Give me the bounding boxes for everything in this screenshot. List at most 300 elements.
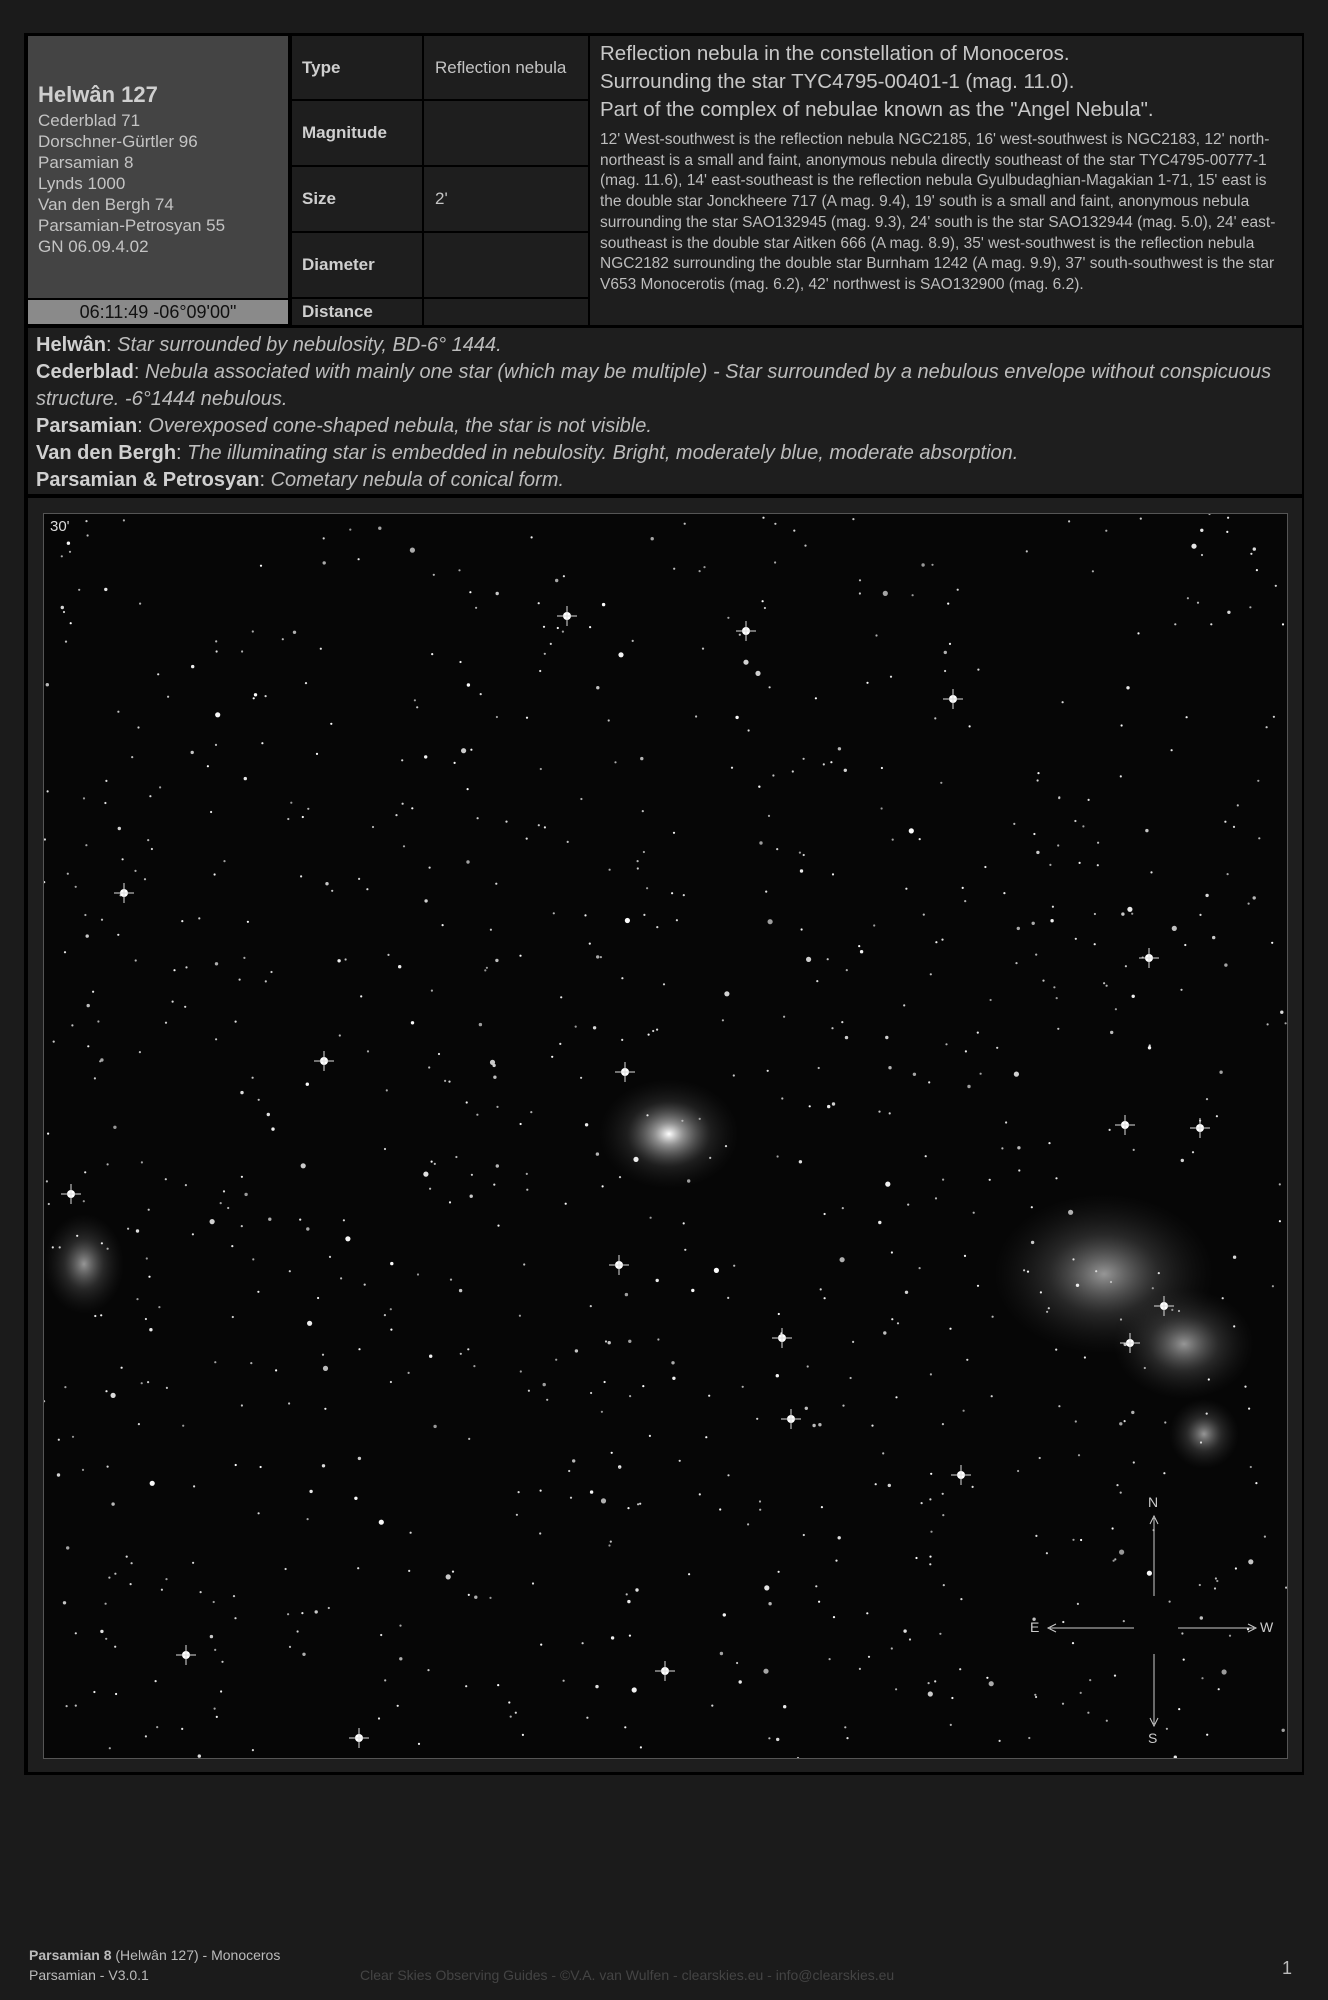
catalog-notes <box>28 328 1302 494</box>
star <box>1125 965 1127 967</box>
star <box>681 1120 683 1122</box>
star <box>596 686 599 689</box>
star <box>271 1127 274 1130</box>
star <box>307 1321 312 1326</box>
star <box>1186 716 1188 718</box>
star <box>1018 1169 1020 1171</box>
nebula-left <box>44 1214 124 1314</box>
star <box>776 1374 779 1377</box>
star <box>964 1255 966 1257</box>
star <box>380 1634 382 1636</box>
star <box>891 1647 893 1649</box>
diffraction-spike <box>557 606 577 626</box>
star <box>949 643 951 645</box>
star <box>1257 780 1259 782</box>
star <box>340 1277 342 1279</box>
star <box>97 1020 99 1022</box>
star <box>957 589 959 591</box>
star <box>768 919 773 924</box>
star <box>107 1163 109 1165</box>
star <box>111 1502 114 1505</box>
star <box>465 1685 467 1687</box>
star <box>470 749 472 751</box>
star <box>64 1386 66 1388</box>
star <box>386 1089 388 1091</box>
star <box>1056 997 1058 999</box>
star <box>474 1596 477 1599</box>
star <box>1048 1307 1050 1309</box>
star <box>323 1366 328 1371</box>
star <box>1003 892 1005 894</box>
star <box>165 1578 167 1580</box>
star <box>477 817 479 819</box>
star <box>1072 1539 1074 1541</box>
star <box>185 966 187 968</box>
star <box>915 1557 917 1559</box>
star <box>268 1218 271 1221</box>
star <box>684 523 686 525</box>
star <box>1275 585 1277 587</box>
star <box>184 1006 186 1008</box>
star <box>1033 833 1035 835</box>
star <box>1080 1692 1082 1694</box>
star <box>221 1661 223 1663</box>
star <box>824 1213 826 1215</box>
object-panel <box>28 36 288 298</box>
star <box>840 1257 845 1262</box>
star <box>1171 749 1173 751</box>
alias-list <box>38 110 225 257</box>
star <box>523 1263 525 1265</box>
star <box>965 1050 967 1052</box>
star <box>44 838 46 840</box>
star <box>136 1229 139 1232</box>
star <box>260 1466 262 1468</box>
star <box>113 1126 116 1129</box>
star <box>1178 1708 1180 1710</box>
star <box>530 1111 532 1113</box>
star <box>1171 1309 1173 1311</box>
star <box>497 1225 499 1227</box>
star <box>258 1099 260 1101</box>
star <box>637 1503 639 1505</box>
star <box>546 1399 548 1401</box>
star <box>1205 894 1208 897</box>
star <box>1039 1457 1041 1459</box>
star <box>289 1270 291 1272</box>
star <box>191 751 194 754</box>
star <box>568 1470 570 1472</box>
star <box>1258 837 1260 839</box>
star <box>302 816 304 818</box>
star <box>44 881 45 883</box>
star <box>285 1568 287 1570</box>
star <box>980 1073 982 1075</box>
star <box>519 1315 521 1317</box>
description-line: Part of the complex of nebulae known as the "Angel Nebula". <box>600 98 1154 121</box>
star <box>282 638 284 640</box>
star <box>1048 1142 1050 1144</box>
star <box>942 1493 944 1495</box>
star <box>1256 569 1258 571</box>
star <box>672 1377 675 1380</box>
star <box>799 852 801 854</box>
star <box>300 875 302 877</box>
star <box>699 1118 701 1120</box>
star <box>241 1404 243 1406</box>
star <box>1027 1271 1029 1273</box>
star <box>868 1656 870 1658</box>
star <box>493 1076 496 1079</box>
star <box>1280 1011 1283 1014</box>
star <box>928 1682 930 1684</box>
star <box>46 683 49 686</box>
star <box>146 1257 148 1259</box>
star <box>759 841 762 844</box>
description-line: Reflection nebula in the constellation of Monoceros. <box>600 42 1070 65</box>
star <box>875 634 877 636</box>
star <box>543 626 545 628</box>
star <box>930 1373 932 1375</box>
star <box>859 1668 861 1670</box>
star <box>656 1029 658 1031</box>
star <box>324 1408 326 1410</box>
star <box>210 1635 213 1638</box>
star <box>47 790 49 792</box>
star <box>48 1203 50 1205</box>
star <box>758 786 760 788</box>
star <box>759 1509 761 1511</box>
star <box>1215 1577 1217 1579</box>
star <box>671 1361 674 1364</box>
star <box>844 769 847 772</box>
star <box>774 523 776 525</box>
star <box>1249 606 1251 608</box>
star <box>69 551 71 553</box>
star <box>859 579 861 581</box>
star <box>801 928 803 930</box>
star <box>1174 1756 1177 1759</box>
star <box>637 860 639 862</box>
star <box>767 1070 769 1072</box>
star <box>964 900 966 902</box>
star <box>261 742 263 744</box>
star <box>683 894 685 896</box>
star <box>366 888 368 890</box>
diffraction-spike <box>781 1409 801 1429</box>
star <box>742 1386 744 1388</box>
star <box>395 814 397 816</box>
star <box>289 1646 291 1648</box>
star <box>372 826 374 828</box>
star <box>935 1197 937 1199</box>
star <box>646 1114 648 1116</box>
star <box>604 1381 606 1383</box>
star <box>769 686 771 688</box>
star <box>748 729 750 731</box>
star <box>418 1743 420 1745</box>
star <box>241 1225 243 1227</box>
star <box>100 1630 103 1633</box>
star <box>939 1633 941 1635</box>
star <box>1131 1411 1134 1414</box>
star <box>470 1195 473 1198</box>
star <box>1253 896 1256 899</box>
star <box>772 774 774 776</box>
star <box>101 1242 103 1244</box>
star <box>559 1043 561 1045</box>
star <box>562 631 564 633</box>
star <box>627 1507 629 1509</box>
star <box>637 867 639 869</box>
star <box>1273 716 1275 718</box>
star <box>614 761 616 763</box>
star <box>306 1083 309 1086</box>
star <box>601 1411 603 1413</box>
star <box>309 1490 312 1493</box>
star <box>818 1601 820 1603</box>
star <box>301 1163 306 1168</box>
star <box>444 1080 446 1082</box>
star <box>895 1396 897 1398</box>
star <box>827 958 829 960</box>
star <box>977 1032 979 1034</box>
star <box>1199 1584 1201 1586</box>
star <box>1222 1669 1227 1674</box>
star <box>835 1560 837 1562</box>
star <box>543 1383 546 1386</box>
star <box>776 1738 779 1741</box>
star <box>563 575 565 577</box>
star <box>733 1074 735 1076</box>
star <box>473 1365 475 1367</box>
star <box>431 990 433 992</box>
star <box>635 1588 638 1591</box>
star <box>935 941 937 943</box>
star <box>1058 796 1060 798</box>
star <box>331 890 333 892</box>
star <box>191 665 194 668</box>
star <box>398 965 401 968</box>
star <box>61 555 63 557</box>
star <box>468 1438 470 1440</box>
star <box>258 1512 260 1514</box>
star <box>895 1688 897 1690</box>
star <box>885 1036 888 1039</box>
star <box>1087 1712 1089 1714</box>
star <box>214 1649 216 1651</box>
star <box>1226 531 1228 533</box>
star <box>87 1004 90 1007</box>
star <box>544 653 546 655</box>
star <box>158 1306 160 1308</box>
star <box>951 1697 953 1699</box>
star <box>702 648 704 650</box>
star <box>460 1353 462 1355</box>
star <box>1031 1241 1034 1244</box>
star <box>1282 623 1284 625</box>
star <box>63 611 65 613</box>
star <box>763 1669 768 1674</box>
diffraction-spike <box>736 621 756 641</box>
diffraction-spike <box>951 1465 971 1485</box>
star <box>711 1705 713 1707</box>
star <box>688 1573 690 1575</box>
star <box>65 641 67 643</box>
star <box>648 1034 650 1036</box>
star <box>433 1425 436 1428</box>
star <box>967 1085 970 1088</box>
star <box>1181 1159 1184 1162</box>
star <box>250 1362 252 1364</box>
star <box>1080 1539 1082 1541</box>
star <box>1057 1028 1059 1030</box>
star <box>379 1520 384 1525</box>
diffraction-spike <box>943 689 963 709</box>
star <box>496 1106 498 1108</box>
star <box>165 1022 167 1024</box>
star <box>83 1200 85 1202</box>
star <box>913 1073 916 1076</box>
diameter-label: Diameter <box>292 233 422 297</box>
star <box>699 1493 701 1495</box>
star <box>883 591 888 596</box>
star <box>859 592 861 594</box>
star <box>1119 1550 1124 1555</box>
star <box>629 1395 631 1397</box>
star <box>182 1425 184 1427</box>
star <box>1110 1031 1113 1034</box>
star <box>227 1207 229 1209</box>
star <box>147 1381 149 1383</box>
compass-arrows <box>1048 1516 1256 1726</box>
star <box>469 591 471 593</box>
star <box>628 1340 631 1343</box>
star <box>921 1502 923 1504</box>
star <box>345 1236 350 1241</box>
star <box>64 951 66 953</box>
star <box>496 1164 499 1167</box>
star <box>104 588 107 591</box>
star <box>1197 602 1199 604</box>
star <box>1137 632 1139 634</box>
star <box>827 1105 830 1108</box>
compass-north: N <box>1148 1494 1159 1510</box>
star <box>823 763 825 765</box>
star <box>907 1204 909 1206</box>
star <box>860 950 863 953</box>
alias: Parsamian-Petrosyan 55 <box>38 216 226 235</box>
star <box>1233 826 1235 828</box>
star <box>816 980 818 982</box>
star <box>639 1503 641 1505</box>
scale-label: 30' <box>50 518 70 535</box>
star <box>410 1532 412 1534</box>
star <box>774 561 776 563</box>
star <box>1042 980 1044 982</box>
star <box>611 1636 614 1639</box>
star <box>1250 553 1252 555</box>
star <box>575 1349 578 1352</box>
star <box>410 548 415 553</box>
star <box>882 1452 884 1454</box>
star <box>845 1036 848 1039</box>
star <box>181 1728 183 1730</box>
star <box>67 873 69 875</box>
star <box>130 1583 132 1585</box>
star <box>602 1185 604 1187</box>
magnitude-label: Magnitude <box>292 101 422 165</box>
star <box>63 1601 66 1604</box>
star <box>596 955 599 958</box>
star <box>858 945 860 947</box>
star <box>1174 623 1176 625</box>
star <box>448 1081 450 1083</box>
star <box>247 921 249 923</box>
star <box>367 1050 369 1052</box>
star <box>115 1693 117 1695</box>
star <box>1178 1310 1180 1312</box>
diffraction-spike <box>772 1328 792 1348</box>
star <box>783 1016 785 1018</box>
star <box>815 1585 817 1587</box>
star <box>104 802 106 804</box>
star <box>454 762 456 764</box>
star <box>497 1684 499 1686</box>
star <box>762 600 764 602</box>
star <box>531 536 533 538</box>
star <box>1053 986 1055 988</box>
star <box>429 1355 432 1358</box>
star <box>322 1464 325 1467</box>
star <box>1267 1023 1269 1025</box>
star <box>105 1638 107 1640</box>
diffraction-spike <box>176 1645 196 1665</box>
star <box>390 1329 392 1331</box>
star <box>739 1680 742 1683</box>
star <box>1115 1008 1117 1010</box>
star <box>1028 1737 1030 1739</box>
star <box>328 1607 330 1609</box>
star <box>643 851 645 853</box>
star <box>643 914 645 916</box>
star <box>252 630 254 632</box>
alias: Lynds 1000 <box>38 174 126 193</box>
star <box>1014 1072 1019 1077</box>
star <box>1088 799 1090 801</box>
star <box>640 1746 642 1748</box>
star <box>192 1562 194 1564</box>
star <box>1013 823 1015 825</box>
star <box>930 973 932 975</box>
star <box>107 1466 109 1468</box>
star <box>526 717 528 719</box>
star <box>384 1679 386 1681</box>
note-source: Parsamian & Petrosyan <box>36 469 260 491</box>
star <box>173 969 175 971</box>
star <box>605 1340 607 1342</box>
star <box>244 777 247 780</box>
star <box>141 1382 143 1384</box>
star <box>640 757 643 760</box>
star <box>727 1474 729 1476</box>
star <box>691 1289 694 1292</box>
star <box>812 1424 815 1427</box>
star <box>642 810 644 812</box>
star <box>1075 938 1077 940</box>
star <box>449 1201 451 1203</box>
star <box>1089 1679 1091 1681</box>
